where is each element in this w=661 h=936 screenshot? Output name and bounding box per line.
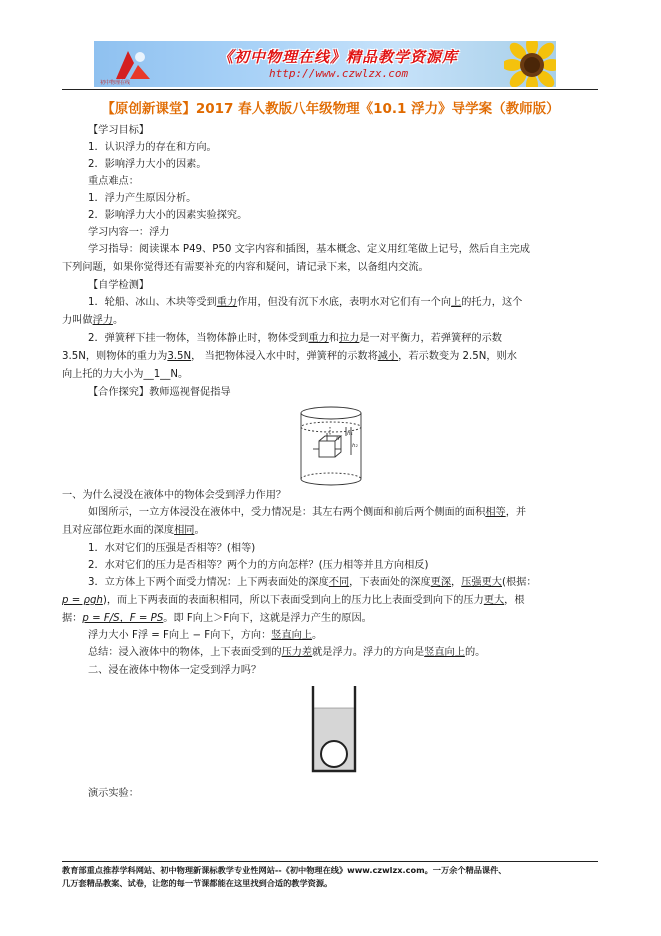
key-point-item: 1．浮力产生原因分析。 (88, 193, 197, 204)
footer-divider (62, 861, 598, 862)
learning-guide-line: 学习指导：阅读课本 P49、P50 文字内容和插图，基本概念、定义用红笔做上记号，然后自主完成 (88, 244, 530, 255)
answer-blank: 重力 (216, 297, 238, 308)
explore-paragraph-cont: 且对应部位距水面的深度相同。 (62, 525, 205, 536)
sunflower-icon (504, 41, 556, 87)
selfcheck-q1-cont: 力叫做浮力。 (62, 315, 124, 326)
explore-question-cont: 据：p = F/S，F = PS。即 F向上＞F向下，这就是浮力产生的原因。 (62, 613, 372, 624)
section-header-explore: 【合作探究】教师巡视督促指导 (88, 387, 231, 398)
learning-guide-line: 下列问题，如果你觉得还有需要补充的内容和疑问，请记录下来，以备组内交流。 (62, 262, 429, 273)
answer-blank: 重力 (308, 333, 329, 344)
key-points-header: 重点难点： (88, 176, 139, 187)
cube-in-cylinder-figure (296, 405, 366, 487)
summary: 总结：浸入液体中的物体，上下表面受到的压力差就是浮力。浮力的方向是竖直向上的。 (88, 647, 486, 658)
answer-blank: 浮力 (92, 315, 113, 326)
answer-blank: __1__ (143, 369, 171, 380)
banner-url[interactable]: http://www.czwlzx.com (269, 67, 409, 80)
answer-blank: 3.5N (167, 351, 192, 362)
header-divider (62, 89, 598, 90)
document-title: 【原创新课堂】2017 春人教版八年级物理《10.1 浮力》导学案（教师版） (101, 101, 560, 117)
container-ball-figure (306, 684, 362, 774)
answer-blank: 拉力 (338, 333, 360, 344)
footer-line: 几万套精品教案、试卷，让您的每一节课都能在这里找到合适的教学资源。 (62, 878, 333, 888)
selfcheck-q2-cont: 3.5N，则物体的重力为3.5N， 当把物体浸入水中时，弹簧秤的示数将减小，若示数变为 2.5N，则水 (62, 351, 517, 362)
header-banner (94, 41, 556, 87)
fig-label-h1: h₁ (347, 431, 353, 437)
section-header-selfcheck: 【自学检测】 (88, 280, 150, 291)
selfcheck-q2: 2．弹簧秤下挂一物体，当物体静止时，物体受到重力和拉力是一对平衡力，若弹簧秤的示数 (88, 333, 502, 344)
learning-content: 学习内容一：浮力 (88, 227, 170, 238)
selfcheck-q1: 1．轮船、冰山、木块等受到重力作用，但没有沉下水底，表明水对它们有一个向上的托力，这个 (88, 297, 523, 308)
explore-paragraph: 如图所示，一立方体浸没在液体中，受力情况是：其左右两个侧面和前后两个侧面的面积相等，并 (88, 507, 527, 518)
banner-title: 《初中物理在线》精品教学资源库 (218, 48, 459, 66)
explore-question-cont: p = ρgh)，而上下两表面的表面积相同，所以下表面受到向上的压力比上表面受到向下的压力更大，根 (62, 595, 525, 606)
logo-icon (110, 45, 156, 83)
selfcheck-q2-cont: 向上托的力大小为__1__N。 (62, 369, 189, 380)
goal-item: 1．认识浮力的存在和方向。 (88, 142, 217, 153)
question-heading: 一、为什么浸没在液体中的物体会受到浮力作用？ (62, 490, 287, 501)
explore-question: 3．立方体上下两个面受力情况：上下两表面处的深度不同，下表面处的深度更深，压强更大(根据： (88, 577, 537, 588)
footer-line: 教育部重点推荐学科网站、初中物理新课标教学专业性网站--《初中物理在线》www.czwlzx.com。一万余个精品课件、 (62, 865, 507, 875)
explore-question: 2．水对它们的压力是否相等？两个力的方向怎样？(压力相等并且方向相反) (88, 560, 429, 571)
demo-label: 演示实验： (88, 788, 139, 799)
logo-text: 初中物理在线 (100, 80, 131, 86)
buoyancy-formula: 浮力大小 F浮 = F向上 − F向下，方向：竖直向上。 (88, 630, 323, 641)
section-header-goals: 【学习目标】 (88, 125, 150, 136)
key-point-item: 2．影响浮力大小的因素实验探究。 (88, 210, 248, 221)
teacher-note: 教师巡视督促指导 (149, 387, 231, 398)
fig-label-h2: h₂ (352, 443, 358, 449)
explore-question: 1．水对它们的压强是否相等？(相等) (88, 543, 256, 554)
answer-blank: 减小 (377, 351, 399, 362)
answer-blank: 上 (451, 297, 462, 308)
question-heading: 二、浸在液体中物体一定受到浮力吗？ (88, 665, 262, 676)
fig-label-h: h (336, 436, 340, 442)
goal-item: 2．影响浮力大小的因素。 (88, 159, 207, 170)
